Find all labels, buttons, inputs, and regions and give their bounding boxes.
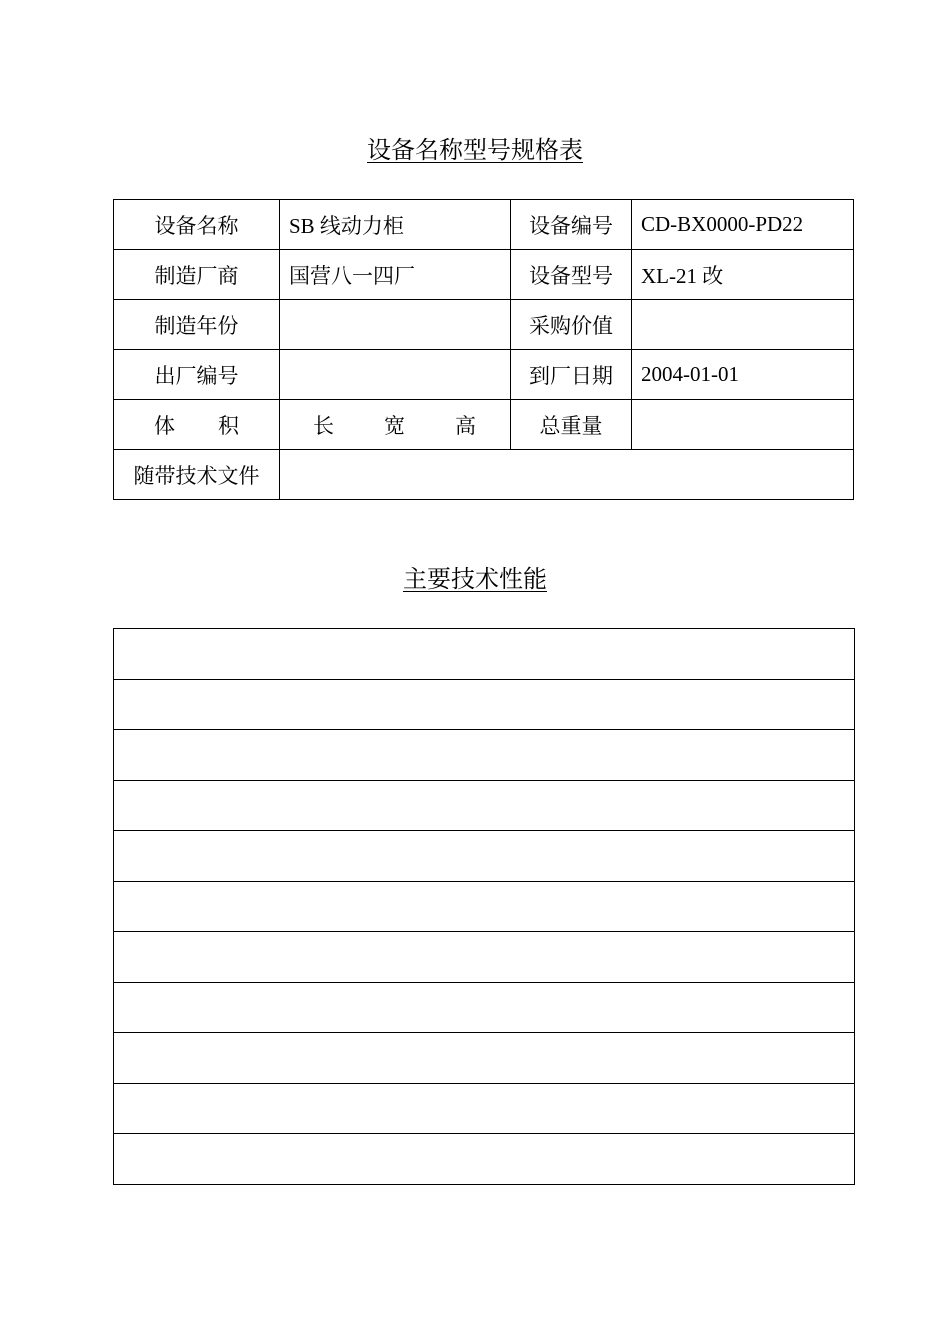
performance-cell	[114, 730, 855, 781]
table-row	[114, 679, 855, 730]
performance-table	[113, 628, 855, 1185]
volume-label-char: 体	[154, 413, 175, 438]
table-row	[114, 932, 855, 983]
table-row	[114, 1033, 855, 1084]
performance-cell	[114, 780, 855, 831]
label-cell: 设备编号	[511, 200, 632, 250]
table-row	[114, 450, 854, 500]
label-cell: 设备型号	[511, 250, 632, 300]
value-cell	[632, 300, 854, 350]
weight-value-cell	[632, 400, 854, 450]
table-row	[114, 831, 855, 882]
spec-table-title-text: 设备名称型号规格表	[367, 138, 583, 164]
equipment-spec-table	[113, 199, 854, 500]
value-cell	[280, 350, 511, 400]
table-row	[114, 400, 854, 450]
docs-label-cell: 随带技术文件	[114, 450, 280, 500]
value-cell: XL-21 改	[632, 250, 854, 300]
table-row	[114, 350, 854, 400]
table-row	[114, 881, 855, 932]
volume-label-char: 积	[218, 413, 239, 438]
docs-value-cell	[280, 450, 854, 500]
label-cell: 设备名称	[114, 200, 280, 250]
value-cell: SB 线动力柜	[280, 200, 511, 250]
performance-title	[0, 565, 950, 595]
dimensions-cell	[280, 400, 511, 450]
spec-table-title	[0, 136, 950, 166]
label-cell: 出厂编号	[114, 350, 280, 400]
label-cell: 制造厂商	[114, 250, 280, 300]
table-row	[114, 200, 854, 250]
table-row	[114, 250, 854, 300]
performance-title-text: 主要技术性能	[403, 567, 547, 593]
value-cell	[280, 300, 511, 350]
performance-cell	[114, 881, 855, 932]
performance-cell	[114, 1083, 855, 1134]
volume-label-cell	[114, 400, 280, 450]
value-cell: CD-BX0000-PD22	[632, 200, 854, 250]
label-cell: 采购价值	[511, 300, 632, 350]
performance-cell	[114, 629, 855, 680]
performance-cell	[114, 831, 855, 882]
table-row	[114, 629, 855, 680]
height-label: 高	[455, 413, 476, 438]
performance-cell	[114, 1134, 855, 1185]
table-row	[114, 982, 855, 1033]
table-row	[114, 730, 855, 781]
width-label: 宽	[384, 413, 405, 438]
table-row	[114, 780, 855, 831]
value-cell: 2004-01-01	[632, 350, 854, 400]
length-label: 长	[313, 413, 334, 438]
label-cell: 到厂日期	[511, 350, 632, 400]
performance-cell	[114, 1033, 855, 1084]
table-row	[114, 1134, 855, 1185]
table-row	[114, 1083, 855, 1134]
performance-cell	[114, 982, 855, 1033]
label-cell: 制造年份	[114, 300, 280, 350]
weight-label-cell: 总重量	[511, 400, 632, 450]
table-row	[114, 300, 854, 350]
value-cell: 国营八一四厂	[280, 250, 511, 300]
performance-cell	[114, 679, 855, 730]
performance-cell	[114, 932, 855, 983]
